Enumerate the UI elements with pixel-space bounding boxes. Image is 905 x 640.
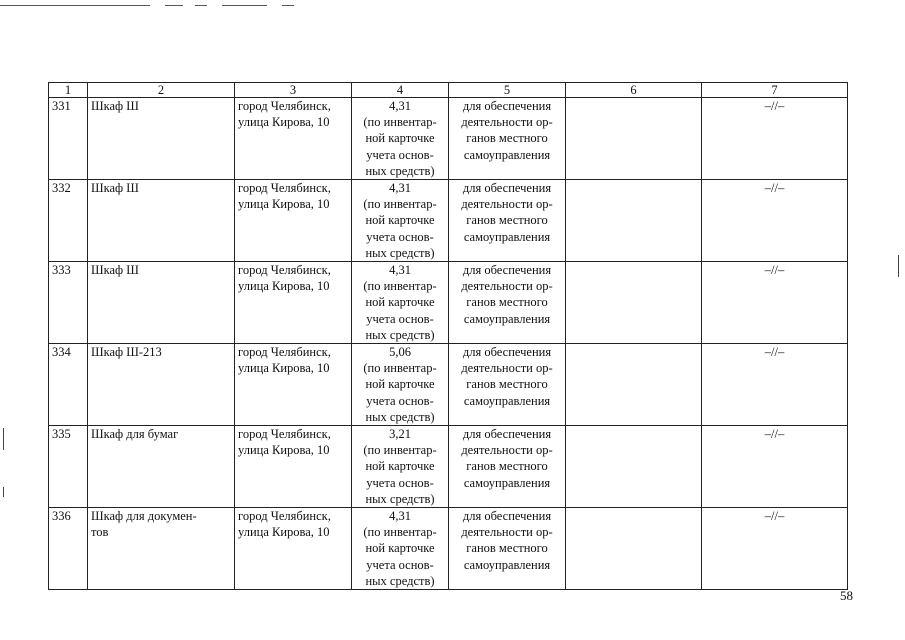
address-cell: город Челябинск, улица Кирова, 10 [235,426,352,508]
item-name-cell: Шкаф Ш-213 [88,344,235,426]
table-row [49,344,848,426]
item-name-cell: Шкаф для бумаг [88,426,235,508]
value-cell: 4,31 (по инвентар- ной карточке учета основ- ных средств) [352,508,449,590]
purpose-cell: для обеспечения деятельности ор- ганов местного самоуправления [449,344,566,426]
row-number-cell: 334 [49,344,88,426]
purpose-cell: для обеспечения деятельности ор- ганов местного самоуправления [449,180,566,262]
address-cell: город Челябинск, улица Кирова, 10 [235,180,352,262]
column-6-cell [566,180,702,262]
value-cell: 3,21 (по инвентар- ной карточке учета основ- ных средств) [352,426,449,508]
value-cell: 4,31 (по инвентар- ной карточке учета основ- ных средств) [352,180,449,262]
item-name-cell: Шкаф Ш [88,180,235,262]
ditto-cell: –//– [702,180,848,262]
column-number-row [49,83,848,98]
scan-edge-right [898,255,899,277]
address-cell: город Челябинск, улица Кирова, 10 [235,262,352,344]
column-header-1: 1 [49,83,88,98]
value-cell: 4,31 (по инвентар- ной карточке учета основ- ных средств) [352,262,449,344]
table-row [49,426,848,508]
ditto-cell: –//– [702,426,848,508]
ditto-cell: –//– [702,98,848,180]
scan-edge-left-lower [3,487,4,497]
purpose-cell: для обеспечения деятельности ор- ганов местного самоуправления [449,508,566,590]
row-number-cell: 335 [49,426,88,508]
column-header-5: 5 [449,83,566,98]
purpose-cell: для обеспечения деятельности ор- ганов местного самоуправления [449,98,566,180]
ditto-cell: –//– [702,508,848,590]
value-cell: 4,31 (по инвентар- ной карточке учета основ- ных средств) [352,98,449,180]
column-header-2: 2 [88,83,235,98]
table-row [49,508,848,590]
address-cell: город Челябинск, улица Кирова, 10 [235,508,352,590]
row-number-cell: 336 [49,508,88,590]
column-header-3: 3 [235,83,352,98]
column-6-cell [566,426,702,508]
address-cell: город Челябинск, улица Кирова, 10 [235,98,352,180]
column-6-cell [566,508,702,590]
column-header-4: 4 [352,83,449,98]
address-cell: город Челябинск, улица Кирова, 10 [235,344,352,426]
item-name-cell: Шкаф Ш [88,98,235,180]
table-row [49,180,848,262]
purpose-cell: для обеспечения деятельности ор- ганов местного самоуправления [449,426,566,508]
column-6-cell [566,344,702,426]
inventory-table [48,82,848,590]
item-name-cell: Шкаф для докумен- тов [88,508,235,590]
page-number: 58 [840,588,853,603]
column-header-7: 7 [702,83,848,98]
column-6-cell [566,98,702,180]
row-number-cell: 331 [49,98,88,180]
ditto-cell: –//– [702,344,848,426]
scan-edge-left [3,428,4,450]
column-header-6: 6 [566,83,702,98]
scan-artifact-top [0,0,905,12]
row-number-cell: 333 [49,262,88,344]
row-number-cell: 332 [49,180,88,262]
item-name-cell: Шкаф Ш [88,262,235,344]
value-cell: 5,06 (по инвентар- ной карточке учета основ- ных средств) [352,344,449,426]
purpose-cell: для обеспечения деятельности ор- ганов местного самоуправления [449,262,566,344]
column-6-cell [566,262,702,344]
table-row [49,98,848,180]
table-row [49,262,848,344]
ditto-cell: –//– [702,262,848,344]
